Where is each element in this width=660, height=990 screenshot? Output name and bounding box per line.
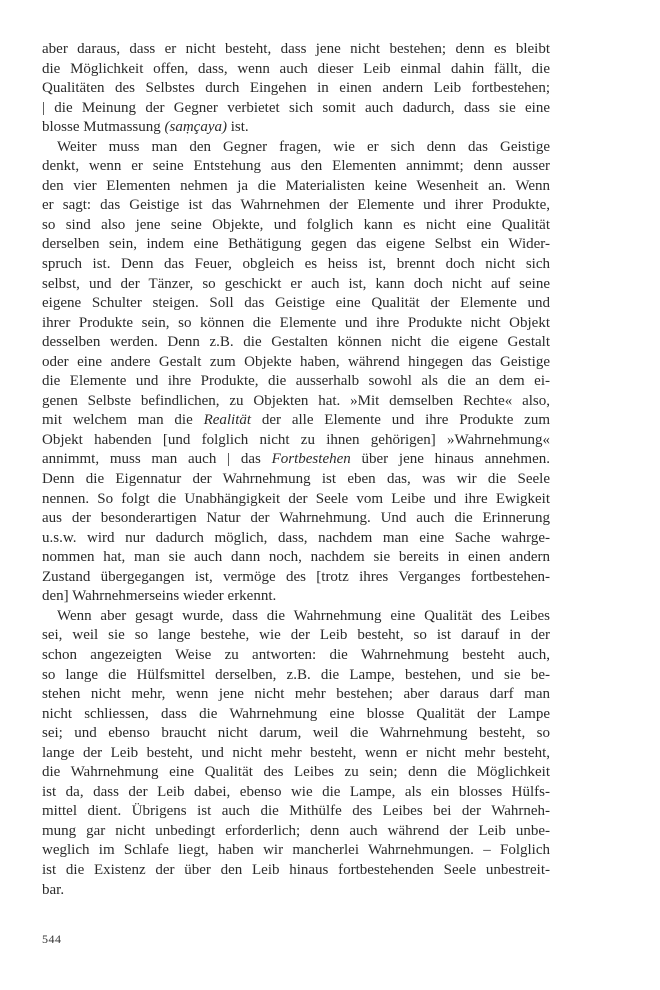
text-segment: so sind also jene seine Objekte, und folglich kann es nicht eine Qualität: [42, 216, 550, 233]
text-line: [42, 392, 550, 412]
text-segment: so lange die Hülfsmittel derselben, z.B. die Lampe, bestehen, und sie be-: [42, 666, 550, 683]
text-segment: mung gar nicht unbedingt erforderlich; denn auch während der Leib unbe-: [42, 822, 550, 839]
text-segment: aus der besonderartigen Natur der Wahrnehmung. Und auch die Erinnerung: [42, 510, 550, 527]
text-segment: lange der Leib besteht, und nicht mehr besteht, wenn er nicht mehr besteht,: [42, 744, 550, 761]
text-line: [42, 118, 550, 138]
paragraph: [42, 40, 550, 138]
text-segment: die Möglichkeit offen, dass, wenn auch dieser Leib einmal dahin fällt, die: [42, 60, 550, 77]
text-line: [42, 40, 550, 60]
text-line: [42, 783, 550, 803]
text-segment: blosse Mutmassung: [42, 119, 165, 136]
page-body: [42, 40, 550, 900]
text-segment: denkt, wenn er seine Entstehung aus den Elementen annimmt; denn ausser: [42, 158, 550, 175]
text-segment: Wenn aber gesagt wurde, dass die Wahrnehmung eine Qualität des Leibes: [57, 607, 550, 624]
text-segment: Objekt habenden [und folglich nicht zu ihnen gehörigen] »Wahrnehmung«: [42, 431, 550, 448]
text-line: [42, 763, 550, 783]
text-line: [42, 138, 550, 158]
text-segment: spruch ist. Denn das Feuer, obgleich es heiss ist, brennt doch nicht sich: [42, 256, 550, 273]
text-line: [42, 626, 550, 646]
text-segment: Qualitäten des Selbstes durch Eingehen in einen andern Leib fortbestehen;: [42, 80, 550, 97]
text-line: [42, 646, 550, 666]
italic-term: (saṃçaya): [164, 119, 227, 136]
text-segment: sei; und ebenso braucht nicht darum, weil die Wahrnehmung besteht, so: [42, 725, 550, 742]
text-line: [42, 881, 550, 901]
text-line: [42, 822, 550, 842]
text-line: [42, 411, 550, 431]
text-segment: bar.: [42, 881, 65, 898]
italic-term: Fortbestehen: [271, 451, 351, 468]
text-segment: er sagt: das Geistige ist das Wahrnehmen der Elemente und ihrer Produkte,: [42, 197, 550, 214]
text-line: [42, 490, 550, 510]
text-segment: mit welchem man die: [42, 412, 204, 429]
text-line: [42, 568, 550, 588]
text-line: [42, 275, 550, 295]
text-line: [42, 666, 550, 686]
text-segment: genen Selbste befindlichen, zu Objekten hat. »Mit demselben Rechte« also,: [42, 392, 550, 409]
text-segment: nennen. So folgt die Unabhängigkeit der Seele vom Leibe und ihre Ewigkeit: [42, 490, 550, 507]
text-line: [42, 79, 550, 99]
text-line: [42, 548, 550, 568]
text-line: [42, 157, 550, 177]
paragraph: [42, 138, 550, 607]
text-segment: schon angezeigten Weise zu antworten: die Wahrnehmung besteht auch,: [42, 646, 550, 663]
text-line: [42, 744, 550, 764]
text-segment: stehen nicht mehr, wenn jene nicht mehr bestehen; aber daraus darf man: [42, 686, 550, 703]
text-segment: selbst, und der Tänzer, so geschickt er auch ist, kann doch nicht auf seine: [42, 275, 550, 292]
text-segment: über jene hinaus annehmen.: [350, 451, 550, 468]
text-line: [42, 587, 550, 607]
text-line: [42, 60, 550, 80]
text-segment: aber daraus, dass er nicht besteht, dass jene nicht bestehen; denn es bleibt: [42, 41, 550, 57]
text-segment: Zustand übergegangen ist, vermöge des [trotz ihres Verganges fortbestehen-: [42, 568, 550, 585]
text-segment: Weiter muss man den Gegner fragen, wie er sich denn das Geistige: [57, 138, 550, 155]
text-line: [42, 470, 550, 490]
text-line: [42, 705, 550, 725]
text-line: [42, 509, 550, 529]
text-line: [42, 861, 550, 881]
text-segment: sei, weil sie so lange bestehe, wie der Leib besteht, so ist darauf in der: [42, 627, 550, 644]
text-line: [42, 294, 550, 314]
text-segment: derselben sein, indem eine Bethätigung gegen das eigene Selbst ein Wider-: [42, 236, 550, 253]
text-segment: die Wahrnehmung eine Qualität des Leibes zu sein; denn die Möglichkeit: [42, 764, 550, 781]
text-line: [42, 802, 550, 822]
text-segment: | die Meinung der Gegner verbietet sich somit auch dadurch, dass sie eine: [42, 99, 550, 116]
text-segment: nommen hat, man sie auch dann noch, nachdem sie bereits in einen andern: [42, 549, 550, 566]
text-segment: ist da, dass der Leib dabei, ebenso wie die Lampe, als ein blosses Hülfs-: [42, 783, 550, 800]
text-line: [42, 235, 550, 255]
text-segment: Denn die Eigennatur der Wahrnehmung ist eben das, was wir die Seele: [42, 471, 550, 488]
text-segment: u.s.w. wird nur dadurch möglich, dass, nachdem man eine Sache wahrge-: [42, 529, 550, 546]
text-line: [42, 333, 550, 353]
text-line: [42, 99, 550, 119]
text-segment: eigene Schulter steigen. Soll das Geistige eine Qualität der Elemente und: [42, 295, 550, 312]
text-segment: ihrer Produkte sein, so können die Elemente und ihre Produkte nicht Objekt: [42, 314, 550, 331]
text-segment: ist die Existenz der über den Leib hinaus fortbestehenden Seele unbestreit-: [42, 861, 550, 878]
text-segment: der alle Elemente und ihre Produkte zum: [251, 412, 551, 429]
text-segment: desselben werden. Denn z.B. die Gestalten können nicht die eigene Gestalt: [42, 334, 550, 351]
text-line: [42, 724, 550, 744]
page-number: 544: [42, 932, 62, 946]
italic-term: Realität: [203, 412, 252, 429]
text-line: [42, 353, 550, 373]
text-segment: oder eine andere Gestalt zum Objekte haben, während hingegen das Geistige: [42, 353, 550, 370]
text-line: [42, 196, 550, 216]
text-line: [42, 177, 550, 197]
text-line: [42, 255, 550, 275]
text-line: [42, 607, 550, 627]
text-segment: den vier Elementen nehmen ja die Materialisten keine Wesenheit an. Wenn: [42, 177, 550, 194]
text-segment: annimmt, muss man auch | das: [42, 451, 272, 468]
text-line: [42, 450, 550, 470]
text-line: [42, 431, 550, 451]
text-line: [42, 216, 550, 236]
text-line: [42, 685, 550, 705]
text-line: [42, 841, 550, 861]
text-segment: ist.: [227, 119, 249, 136]
paragraph: [42, 607, 550, 900]
text-segment: den] Wahrnehmerseins wieder erkennt.: [42, 588, 277, 605]
text-segment: weglich im Schlafe liegt, haben wir mancherlei Wahrnehmungen. – Folglich: [42, 842, 550, 859]
text-segment: die Elemente und ihre Produkte, die ausserhalb sowohl als die an dem ei-: [42, 373, 550, 390]
text-segment: nicht schliessen, dass die Wahrnehmung eine blosse Qualität der Lampe: [42, 705, 550, 722]
text-line: [42, 372, 550, 392]
text-line: [42, 529, 550, 549]
text-segment: mittel dient. Übrigens ist auch die Mithülfe des Leibes bei der Wahrneh-: [42, 803, 550, 820]
text-line: [42, 314, 550, 334]
